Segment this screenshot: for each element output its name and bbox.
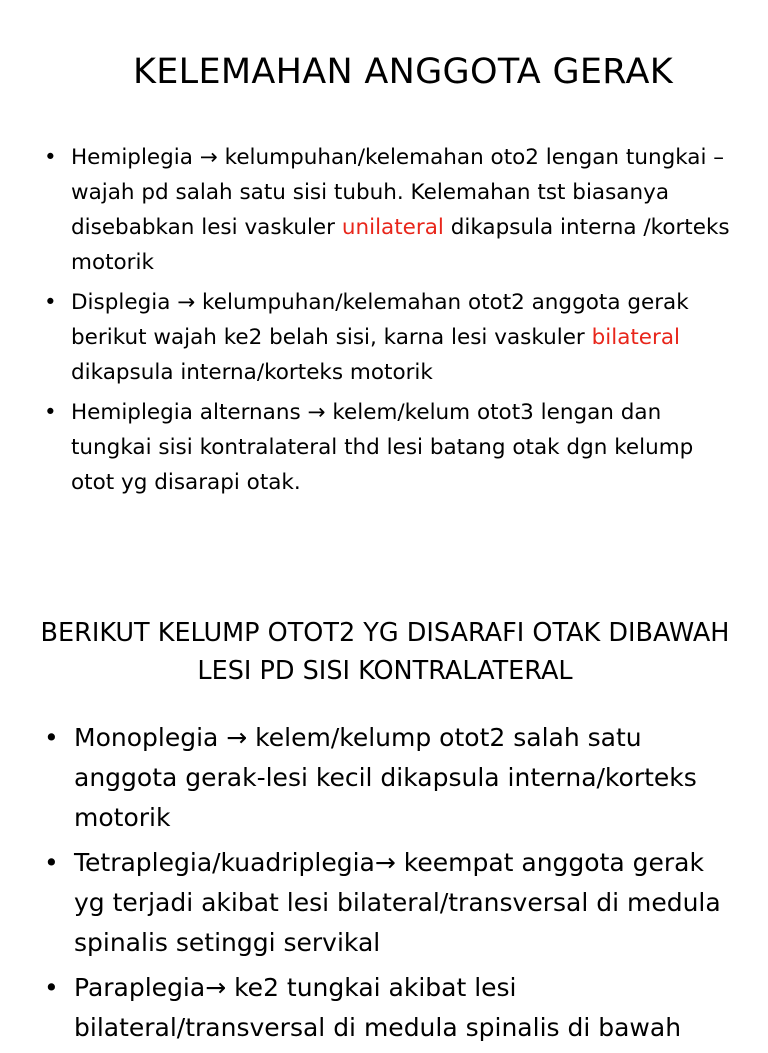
highlight-term: bilateral bbox=[591, 325, 681, 350]
item-text: Tetraplegia/kuadriplegia→ keempat anggota gerak yg terjadi akibat lesi bilateral/transversal di medula spinalis setinggi servikal bbox=[74, 848, 721, 957]
bullet-icon: • bbox=[44, 145, 57, 170]
slide-1-title: KELEMAHAN ANGGOTA GERAK bbox=[133, 52, 673, 92]
slide-1-bullet-list bbox=[44, 140, 734, 505]
bullet-icon: • bbox=[44, 848, 59, 877]
highlight-term: unilateral bbox=[341, 215, 444, 240]
list-item bbox=[44, 395, 734, 500]
item-text: Hemiplegia → kelumpuhan/kelemahan oto2 lengan tungkai – wajah pd salah satu sisi tubuh. Kelemahan tst biasanya disebabkan lesi vaskuler bbox=[71, 145, 725, 240]
item-text: Monoplegia → kelem/kelump otot2 salah satu anggota gerak-lesi kecil dikapsula interna/korteks motorik bbox=[74, 723, 697, 832]
item-text-tail: dikapsula interna/korteks motorik bbox=[71, 360, 433, 385]
item-text: Paraplegia→ ke2 tungkai akibat lesi bilateral/transversal di medula spinalis di bawah bbox=[74, 973, 682, 1042]
list-item bbox=[44, 843, 734, 963]
list-item bbox=[44, 968, 734, 1048]
slide-2 bbox=[0, 590, 768, 1042]
slide-2-title: BERIKUT KELUMP OTOT2 YG DISARAFI OTAK DIBAWAH LESI PD SISI KONTRALATERAL bbox=[40, 618, 730, 686]
list-item bbox=[44, 285, 734, 390]
item-text: Hemiplegia alternans → kelem/kelum otot3 lengan dan tungkai sisi kontralateral thd lesi batang otak dgn kelump otot yg disarapi otak. bbox=[71, 400, 694, 495]
list-item bbox=[44, 140, 734, 280]
bullet-icon: • bbox=[44, 723, 59, 752]
bullet-icon: • bbox=[44, 290, 57, 315]
bullet-icon: • bbox=[44, 400, 57, 425]
slide-2-bullet-list bbox=[44, 718, 734, 1053]
item-text-tail: dikapsula interna /korteks motorik bbox=[71, 215, 730, 275]
list-item bbox=[44, 718, 734, 838]
bullet-icon: • bbox=[44, 973, 59, 1002]
item-text: Displegia → kelumpuhan/kelemahan otot2 anggota gerak berikut wajah ke2 belah sisi, karna lesi vaskuler bbox=[71, 290, 689, 350]
